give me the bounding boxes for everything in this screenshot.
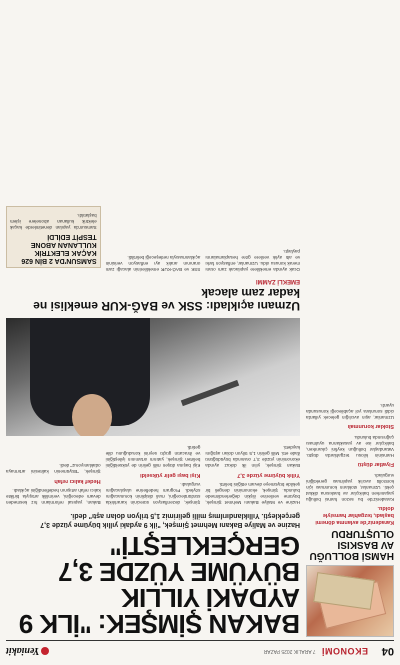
- side-story-subhead: Stoklar korunmalı: [347, 423, 394, 429]
- side-story-body: Karadeniz'de bu sezon hamsi bolluğu yaşanırken balıkçılar av baskısına dikkat çekti. Uzmanlar, stokların korunması için kontrollü avcılık yapılması gerektiğini vurguladı.: [306, 473, 394, 502]
- secondary-headline: Uzmanı açıkladı: SSK ve BAĞ-KUR emeklisi ne kadar zam alacak: [33, 286, 300, 313]
- photo-figure-head: [72, 394, 112, 436]
- body-paragraph: SSK ve BAĞ-KUR emeklilerinin alacağı zam oranının aralık ayı enflasyon verisinin açıklanmasıyla netleşeceği belirtildi.: [105, 255, 201, 272]
- main-story: [6, 9, 300, 637]
- side-story-subhead: Fiyatlar düştü: [357, 461, 394, 467]
- issue-date: 7 ARALIK 2025 PAZAR: [263, 648, 316, 654]
- masthead: [6, 643, 394, 659]
- side-story-body: Hamsinin kilosu tezgahlarda düştü. Vatandaşlar bolluğun keyfini çıkarırken, balıkçılar ise av yasaklarına uyulması çağrısında bulundu.: [306, 435, 394, 458]
- side-story-body: Uzmanlar, aşırı avcılığın gelecek yıllarda ciddi sorunlara yol açabileceği konusunda uyardı.: [306, 403, 394, 420]
- body-paragraph: Bakan Şimşek, yılın ilk dokuz ayında ekonominin yüzde 3,7 oranında büyüdüğünü ifade etti. Milli gelirin 1,5 trilyon doları aştığını kaydetti.: [205, 445, 300, 468]
- body-column: [6, 442, 101, 505]
- body-paragraph: Bakan, yapısal reformların hız kesmeden devam edeceğini, verimlilik artışıyla birlikte kalıcı refah artışının hedeflendiğini açıkladı.: [5, 488, 101, 505]
- body-paragraph: Şimşek, "Büyümenin kalitesini artırmaya odaklanıyoruz" dedi.: [5, 463, 101, 474]
- masthead-divider: [6, 640, 394, 641]
- page-number: 04: [381, 645, 394, 657]
- body-paragraph: Şimşek, dezenflasyon sürecinin kararlılıkla sürdürüleceğini, mali disiplinin korunacağını söyledi. Program hedeflerine ulaşılacağını vurguladı.: [105, 482, 201, 505]
- body-paragraph: Hazine ve Maliye Bakanı Mehmet Şimşek, büyüme verilerine ilişkin değerlendirmede bulundu. Şimşek, ekonominin dengeli bir şekilde büyümeye devam ettiğini belirtti.: [205, 482, 300, 505]
- body-highlight: Hedef kalıcı refah: [54, 478, 101, 484]
- logo-mark-icon: [41, 647, 49, 655]
- logo-text: Yeniakit: [6, 645, 40, 657]
- news-box: [6, 206, 101, 268]
- side-story-headline: HAMSİ BOLLUĞU AV BASKISI OLUŞTURDU: [309, 528, 394, 561]
- microphone-detail: [181, 380, 239, 406]
- section-label: EKONOMİ: [321, 646, 368, 656]
- news-box-title: SAMSUN'DA 2 BİN 626 KAÇAK ELEKTRİK KULLANAN ABONE TESPİT EDİLDİ: [21, 233, 97, 264]
- main-deck: Hazine ve Maliye Bakanı Mehmet Şimşek, "ilk 9 aydaki yıllık büyüme yüzde 3,7 gerçekleşti. Yıllıklandırılmış milli gelirimiz 1,5 trilyon doları aştı" dedi.: [40, 512, 300, 528]
- body-paragraph: Ocak ayında emeklilere yapılacak zam oranı merak konusu oldu. Uzmanlar, enflasyon farkı ve altı aylık verilere göre hesaplamalarını paylaştı.: [205, 249, 300, 272]
- secondary-body-columns: [6, 206, 300, 272]
- body-column: [106, 442, 201, 505]
- boxed-column: [6, 206, 101, 272]
- body-highlight: Yıllık büyüme yüzde 3,7: [237, 472, 300, 478]
- side-story: [306, 9, 394, 637]
- side-story-photo: [306, 565, 394, 637]
- main-story-photo: [6, 318, 300, 436]
- side-story-lead: Karadeniz'de avlanma dönemi başladı, tezgahlar hamsiyle doldu.: [315, 505, 394, 525]
- main-body-columns: [6, 442, 300, 505]
- body-column: [205, 442, 300, 505]
- body-highlight: Kişi başı gelir yükseldi: [140, 472, 201, 478]
- body-paragraph: Kişi başına düşen milli gelirin de yükseldiğini belirten Şimşek, yatırım ortamının iyileştiğini ve ihracatın güçlü seyrini koruduğunu dile getirdi.: [105, 445, 201, 468]
- news-box-body: Samsun'da yapılan denetimlerde kaçak elektrik kullanan abonelere işlem başlatıldı.: [9, 213, 97, 230]
- secondary-kicker: EMEKLİ ZAMMI: [256, 278, 300, 284]
- main-headline: BAKAN ŞİMŞEK: "İLK 9 AYDAKİ YILLIK BÜYÜME YÜZDE 3,7 GERÇEKLEŞTİ": [19, 531, 300, 639]
- body-column: [106, 206, 201, 272]
- body-column: [205, 206, 300, 272]
- newspaper-logo: [6, 646, 49, 657]
